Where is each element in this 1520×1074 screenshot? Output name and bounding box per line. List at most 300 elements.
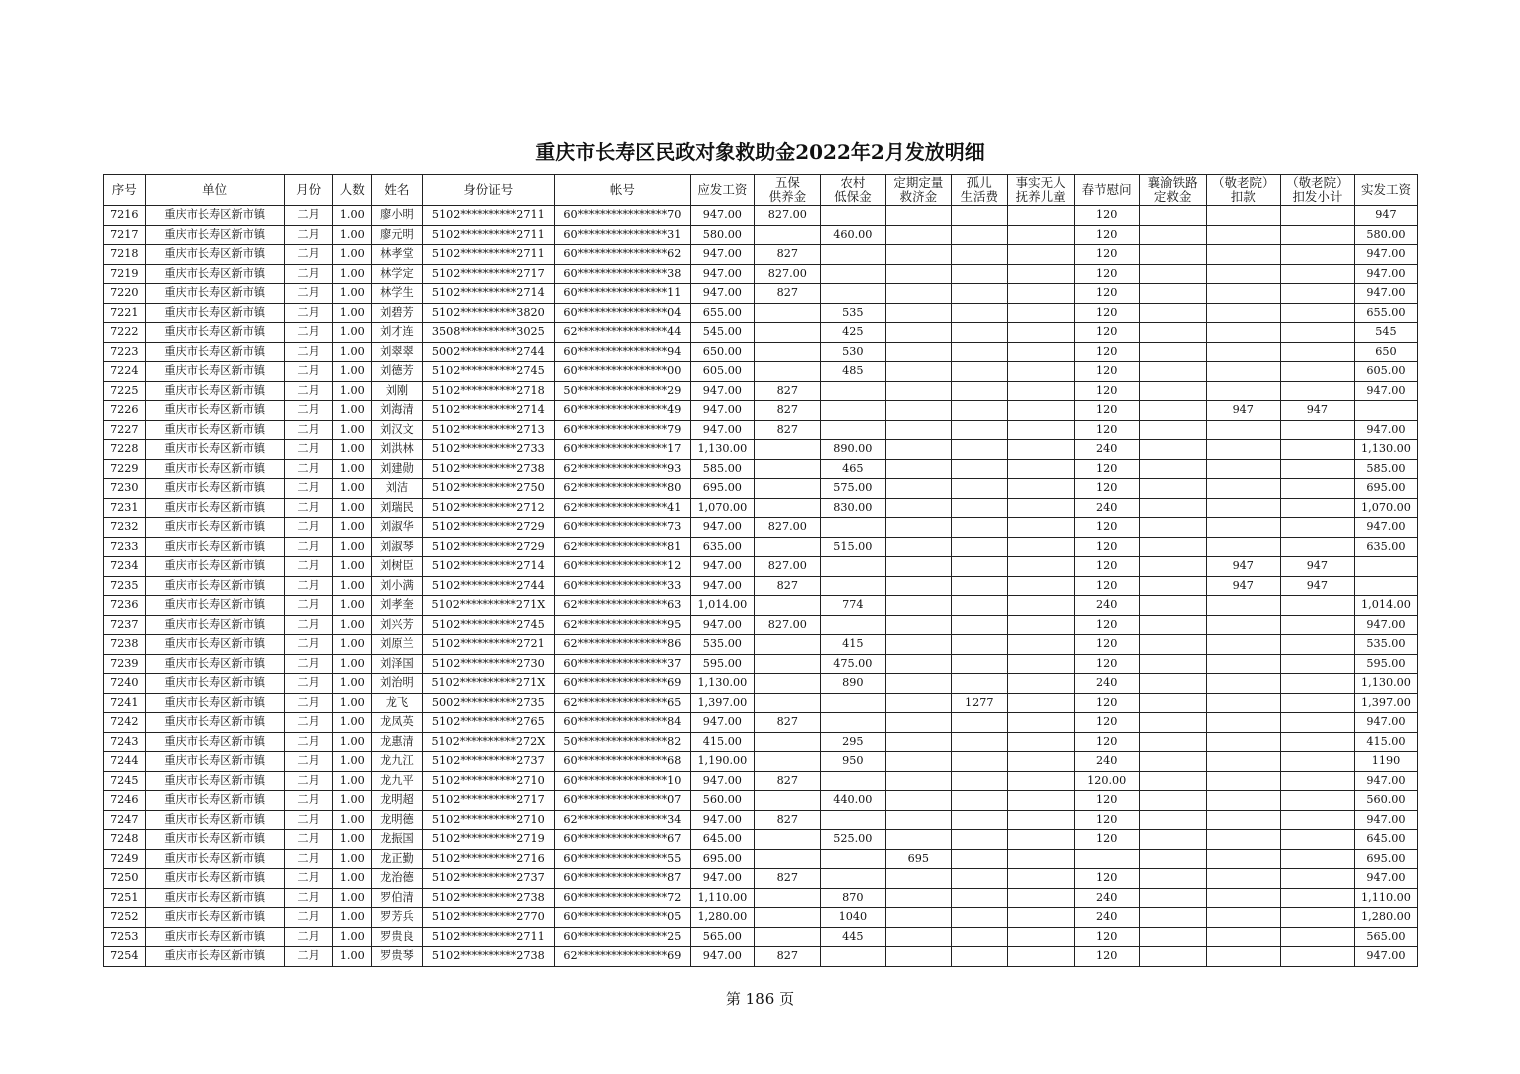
table-row — [104, 771, 1418, 791]
table-cell — [1280, 830, 1354, 850]
table-cell: 60****************07 — [554, 791, 690, 811]
table-cell — [1007, 713, 1074, 733]
table-cell: 947.00 — [690, 713, 754, 733]
table-cell — [1007, 537, 1074, 557]
table-cell: 1.00 — [333, 479, 372, 499]
table-cell: 重庆市长寿区新市镇 — [145, 830, 284, 850]
table-cell: 5102**********2713 — [422, 420, 554, 440]
table-cell: 1,014.00 — [690, 596, 754, 616]
table-cell: 二月 — [284, 479, 333, 499]
table-cell: 林孝堂 — [372, 245, 423, 265]
table-cell: 1,130.00 — [1354, 674, 1417, 694]
table-cell: 120 — [1074, 615, 1139, 635]
table-cell: 565.00 — [1354, 927, 1417, 947]
table-cell: 5102**********2716 — [422, 849, 554, 869]
table-cell — [1206, 459, 1280, 479]
table-cell: 刘树臣 — [372, 557, 423, 577]
table-cell — [885, 264, 951, 284]
table-cell: 重庆市长寿区新市镇 — [145, 674, 284, 694]
table-cell: 120 — [1074, 303, 1139, 323]
table-row — [104, 713, 1418, 733]
table-cell: 7224 — [104, 362, 146, 382]
table-cell: 1,070.00 — [690, 498, 754, 518]
table-cell: 二月 — [284, 206, 333, 226]
table-cell: 刘原兰 — [372, 635, 423, 655]
table-cell: 7220 — [104, 284, 146, 304]
table-cell: 1.00 — [333, 888, 372, 908]
table-cell: 重庆市长寿区新市镇 — [145, 284, 284, 304]
table-cell: 7231 — [104, 498, 146, 518]
table-cell: 947.00 — [690, 264, 754, 284]
table-cell: 重庆市长寿区新市镇 — [145, 401, 284, 421]
table-cell: 1.00 — [333, 576, 372, 596]
table-cell: 827 — [754, 245, 820, 265]
column-header: 帐号 — [554, 175, 690, 206]
table-cell — [885, 888, 951, 908]
table-cell: 1.00 — [333, 362, 372, 382]
column-header: 姓名 — [372, 175, 423, 206]
table-cell: 827.00 — [754, 264, 820, 284]
table-cell — [885, 654, 951, 674]
table-cell: 重庆市长寿区新市镇 — [145, 576, 284, 596]
table-cell — [1007, 420, 1074, 440]
table-cell: 7226 — [104, 401, 146, 421]
table-cell: 二月 — [284, 635, 333, 655]
table-row — [104, 498, 1418, 518]
table-cell: 635.00 — [1354, 537, 1417, 557]
table-cell — [1007, 927, 1074, 947]
table-cell — [951, 303, 1007, 323]
table-cell: 1.00 — [333, 459, 372, 479]
table-cell — [1139, 518, 1206, 538]
table-cell: 5102**********2738 — [422, 459, 554, 479]
table-cell — [1206, 869, 1280, 889]
table-cell: 重庆市长寿区新市镇 — [145, 888, 284, 908]
table-cell — [1354, 557, 1417, 577]
table-cell — [1280, 908, 1354, 928]
table-cell — [1280, 479, 1354, 499]
table-cell — [1280, 869, 1354, 889]
table-row — [104, 225, 1418, 245]
table-cell: 二月 — [284, 713, 333, 733]
table-cell: 7216 — [104, 206, 146, 226]
table-cell: 947.00 — [690, 245, 754, 265]
table-cell: 60****************55 — [554, 849, 690, 869]
table-cell — [951, 323, 1007, 343]
table-cell — [1139, 908, 1206, 928]
table-cell: 240 — [1074, 752, 1139, 772]
table-row — [104, 752, 1418, 772]
table-cell — [820, 381, 885, 401]
table-cell: 刘洁 — [372, 479, 423, 499]
table-row — [104, 401, 1418, 421]
table-cell — [1007, 576, 1074, 596]
table-cell — [754, 830, 820, 850]
table-cell: 7219 — [104, 264, 146, 284]
table-cell — [1007, 869, 1074, 889]
table-cell — [885, 908, 951, 928]
table-cell: 580.00 — [690, 225, 754, 245]
table-cell: 重庆市长寿区新市镇 — [145, 654, 284, 674]
table-cell: 635.00 — [690, 537, 754, 557]
table-row — [104, 693, 1418, 713]
table-cell: 1.00 — [333, 303, 372, 323]
table-cell — [1206, 537, 1280, 557]
table-cell: 7242 — [104, 713, 146, 733]
table-cell — [885, 810, 951, 830]
table-cell — [1007, 342, 1074, 362]
table-cell: 60****************04 — [554, 303, 690, 323]
table-cell: 120 — [1074, 713, 1139, 733]
table-cell: 62****************63 — [554, 596, 690, 616]
table-cell: 二月 — [284, 459, 333, 479]
table-cell — [1007, 518, 1074, 538]
table-cell — [1007, 771, 1074, 791]
table-cell: 1.00 — [333, 635, 372, 655]
table-cell: 5102**********2729 — [422, 537, 554, 557]
table-cell: 7233 — [104, 537, 146, 557]
table-cell: 120 — [1074, 323, 1139, 343]
table-cell: 870 — [820, 888, 885, 908]
table-cell: 二月 — [284, 498, 333, 518]
table-row — [104, 869, 1418, 889]
table-cell: 120 — [1074, 732, 1139, 752]
table-cell: 60****************62 — [554, 245, 690, 265]
table-cell: 62****************44 — [554, 323, 690, 343]
table-cell: 重庆市长寿区新市镇 — [145, 206, 284, 226]
table-cell — [951, 771, 1007, 791]
table-cell — [1206, 752, 1280, 772]
table-cell: 重庆市长寿区新市镇 — [145, 596, 284, 616]
table-cell: 二月 — [284, 693, 333, 713]
table-cell — [820, 810, 885, 830]
table-cell — [1139, 225, 1206, 245]
table-cell: 廖小明 — [372, 206, 423, 226]
table-cell — [1280, 206, 1354, 226]
table-cell: 827.00 — [754, 615, 820, 635]
table-cell: 重庆市长寿区新市镇 — [145, 518, 284, 538]
table-cell — [1280, 225, 1354, 245]
table-cell: 1190 — [1354, 752, 1417, 772]
table-cell: 947.00 — [690, 771, 754, 791]
table-cell — [754, 440, 820, 460]
table-cell: 60****************67 — [554, 830, 690, 850]
table-cell — [951, 225, 1007, 245]
table-cell — [951, 381, 1007, 401]
table-cell — [1206, 225, 1280, 245]
table-cell: 60****************38 — [554, 264, 690, 284]
table-cell: 947.00 — [690, 576, 754, 596]
table-cell — [1280, 791, 1354, 811]
table-row — [104, 459, 1418, 479]
table-cell: 二月 — [284, 791, 333, 811]
table-cell — [1139, 713, 1206, 733]
table-cell — [1139, 479, 1206, 499]
table-row — [104, 440, 1418, 460]
table-cell: 7221 — [104, 303, 146, 323]
table-cell: 947.00 — [1354, 713, 1417, 733]
table-cell: 二月 — [284, 888, 333, 908]
table-cell: 60****************94 — [554, 342, 690, 362]
table-cell: 重庆市长寿区新市镇 — [145, 537, 284, 557]
table-cell — [1206, 615, 1280, 635]
table-cell: 5102**********272X — [422, 732, 554, 752]
table-cell: 120 — [1074, 459, 1139, 479]
table-cell: 1.00 — [333, 830, 372, 850]
table-cell: 二月 — [284, 732, 333, 752]
table-cell — [1007, 303, 1074, 323]
column-header: 月份 — [284, 175, 333, 206]
table-cell: 龙惠清 — [372, 732, 423, 752]
table-cell — [754, 303, 820, 323]
table-cell: 120 — [1074, 635, 1139, 655]
table-cell: 947.00 — [690, 381, 754, 401]
table-cell: 7217 — [104, 225, 146, 245]
page-title: 重庆市长寿区民政对象救助金2022年2月发放明细 — [535, 140, 985, 164]
table-cell: 5102**********271X — [422, 674, 554, 694]
table-cell: 5102**********2770 — [422, 908, 554, 928]
table-row — [104, 303, 1418, 323]
table-cell — [1206, 927, 1280, 947]
table-cell: 240 — [1074, 908, 1139, 928]
table-cell — [951, 732, 1007, 752]
table-cell: 7248 — [104, 830, 146, 850]
table-body — [104, 206, 1418, 967]
table-cell: 重庆市长寿区新市镇 — [145, 693, 284, 713]
table-cell: 515.00 — [820, 537, 885, 557]
table-cell: 120 — [1074, 206, 1139, 226]
table-cell: 刘刚 — [372, 381, 423, 401]
column-header: 实发工资 — [1354, 175, 1417, 206]
table-cell: 530 — [820, 342, 885, 362]
table-cell: 1.00 — [333, 284, 372, 304]
table-cell — [1280, 342, 1354, 362]
table-cell — [951, 440, 1007, 460]
table-cell — [1139, 303, 1206, 323]
table-cell — [1139, 615, 1206, 635]
table-cell — [1206, 596, 1280, 616]
table-cell: 重庆市长寿区新市镇 — [145, 635, 284, 655]
table-cell — [754, 323, 820, 343]
table-cell: 刘淑琴 — [372, 537, 423, 557]
column-header: 五保 供养金 — [754, 175, 820, 206]
table-cell: 二月 — [284, 947, 333, 967]
table-cell — [1206, 245, 1280, 265]
table-cell: 1.00 — [333, 615, 372, 635]
table-cell: 二月 — [284, 752, 333, 772]
table-cell: 827 — [754, 810, 820, 830]
table-cell: 5002**********2735 — [422, 693, 554, 713]
table-cell: 刘洪林 — [372, 440, 423, 460]
table-cell: 947.00 — [1354, 615, 1417, 635]
table-cell: 415 — [820, 635, 885, 655]
table-cell — [951, 284, 1007, 304]
table-cell: 罗贵琴 — [372, 947, 423, 967]
table-cell: 重庆市长寿区新市镇 — [145, 459, 284, 479]
table-cell — [1280, 713, 1354, 733]
table-cell — [1280, 810, 1354, 830]
table-cell: 1,130.00 — [690, 674, 754, 694]
table-cell: 7243 — [104, 732, 146, 752]
table-cell — [1139, 674, 1206, 694]
table-cell — [951, 537, 1007, 557]
table-cell — [754, 479, 820, 499]
table-cell: 重庆市长寿区新市镇 — [145, 440, 284, 460]
table-cell — [754, 849, 820, 869]
table-cell — [951, 576, 1007, 596]
table-cell: 1,280.00 — [690, 908, 754, 928]
table-cell — [1280, 849, 1354, 869]
table-cell — [951, 674, 1007, 694]
table-cell — [1206, 947, 1280, 967]
table-cell: 龙凤英 — [372, 713, 423, 733]
table-cell — [1280, 888, 1354, 908]
table-cell — [1007, 908, 1074, 928]
table-cell — [885, 362, 951, 382]
table-cell: 1,190.00 — [690, 752, 754, 772]
table-cell: 二月 — [284, 537, 333, 557]
table-header — [104, 175, 1418, 206]
table-cell — [1280, 303, 1354, 323]
table-cell — [1139, 362, 1206, 382]
table-cell: 二月 — [284, 576, 333, 596]
table-cell: 890.00 — [820, 440, 885, 460]
table-cell: 5102**********2745 — [422, 615, 554, 635]
table-cell: 605.00 — [1354, 362, 1417, 382]
table-cell: 650.00 — [690, 342, 754, 362]
table-cell — [951, 342, 1007, 362]
table-cell — [1139, 596, 1206, 616]
table-cell — [820, 264, 885, 284]
table-cell: 827 — [754, 869, 820, 889]
table-cell — [1139, 557, 1206, 577]
table-row — [104, 576, 1418, 596]
column-header: （敬老院） 扣款 — [1206, 175, 1280, 206]
table-cell: 二月 — [284, 869, 333, 889]
table-cell — [885, 420, 951, 440]
table-cell — [1007, 459, 1074, 479]
table-cell: 947.00 — [690, 518, 754, 538]
table-cell — [1206, 498, 1280, 518]
table-cell: 1.00 — [333, 440, 372, 460]
table-cell: 595.00 — [690, 654, 754, 674]
table-cell: 120 — [1074, 830, 1139, 850]
table-cell: 827.00 — [754, 206, 820, 226]
table-cell: 585.00 — [690, 459, 754, 479]
table-cell: 1.00 — [333, 537, 372, 557]
table-cell — [754, 674, 820, 694]
table-cell — [1280, 596, 1354, 616]
table-cell — [754, 362, 820, 382]
table-cell: 580.00 — [1354, 225, 1417, 245]
table-cell: 947.00 — [1354, 771, 1417, 791]
table-cell: 5002**********2744 — [422, 342, 554, 362]
table-cell: 120.00 — [1074, 771, 1139, 791]
table-cell: 560.00 — [690, 791, 754, 811]
table-cell — [1280, 362, 1354, 382]
column-header: 人数 — [333, 175, 372, 206]
table-cell: 刘汉文 — [372, 420, 423, 440]
table-cell: 947 — [1280, 557, 1354, 577]
table-cell — [1206, 362, 1280, 382]
table-cell — [1007, 654, 1074, 674]
table-cell — [1280, 947, 1354, 967]
table-cell: 二月 — [284, 849, 333, 869]
table-cell: 50****************82 — [554, 732, 690, 752]
table-cell: 5102**********2738 — [422, 888, 554, 908]
table-cell: 廖元明 — [372, 225, 423, 245]
table-cell: 二月 — [284, 518, 333, 538]
table-cell: 947.00 — [690, 206, 754, 226]
table-cell — [1139, 693, 1206, 713]
table-cell: 5102**********2721 — [422, 635, 554, 655]
column-header: 序号 — [104, 175, 146, 206]
table-cell: 947 — [1354, 206, 1417, 226]
table-cell: 565.00 — [690, 927, 754, 947]
table-cell: 5102**********2730 — [422, 654, 554, 674]
table-cell — [1139, 323, 1206, 343]
table-cell: 947.00 — [1354, 869, 1417, 889]
table-cell — [820, 420, 885, 440]
table-cell: 重庆市长寿区新市镇 — [145, 342, 284, 362]
table-cell: 7225 — [104, 381, 146, 401]
table-cell: 刘瑞民 — [372, 498, 423, 518]
table-cell — [754, 635, 820, 655]
table-cell: 龙明超 — [372, 791, 423, 811]
table-cell — [1206, 303, 1280, 323]
table-cell — [951, 264, 1007, 284]
table-cell: 827.00 — [754, 518, 820, 538]
table-cell: 650 — [1354, 342, 1417, 362]
table-cell — [951, 888, 1007, 908]
table-cell — [754, 732, 820, 752]
table-cell: 5102**********2712 — [422, 498, 554, 518]
table-cell — [1139, 849, 1206, 869]
table-cell — [1007, 557, 1074, 577]
table-row — [104, 830, 1418, 850]
table-cell — [885, 674, 951, 694]
table-cell — [951, 498, 1007, 518]
table-cell: 重庆市长寿区新市镇 — [145, 362, 284, 382]
table-cell — [1139, 420, 1206, 440]
table-row — [104, 947, 1418, 967]
table-cell: 827 — [754, 381, 820, 401]
table-cell — [885, 498, 951, 518]
table-cell — [885, 401, 951, 421]
column-header: 孤儿 生活费 — [951, 175, 1007, 206]
table-cell: 827 — [754, 713, 820, 733]
table-cell: 60****************37 — [554, 654, 690, 674]
table-cell — [885, 440, 951, 460]
table-cell: 刘翠翠 — [372, 342, 423, 362]
table-cell: 5102**********2711 — [422, 225, 554, 245]
table-cell: 827.00 — [754, 557, 820, 577]
table-cell — [885, 381, 951, 401]
table-cell: 60****************79 — [554, 420, 690, 440]
table-cell — [1280, 752, 1354, 772]
table-cell: 重庆市长寿区新市镇 — [145, 869, 284, 889]
table-cell — [951, 927, 1007, 947]
table-cell — [1139, 771, 1206, 791]
table-cell: 1,110.00 — [1354, 888, 1417, 908]
table-row — [104, 206, 1418, 226]
table-cell: 60****************68 — [554, 752, 690, 772]
table-cell: 645.00 — [690, 830, 754, 850]
table-cell: 1.00 — [333, 947, 372, 967]
table-cell: 827 — [754, 947, 820, 967]
table-cell — [951, 479, 1007, 499]
table-cell: 947.00 — [690, 947, 754, 967]
